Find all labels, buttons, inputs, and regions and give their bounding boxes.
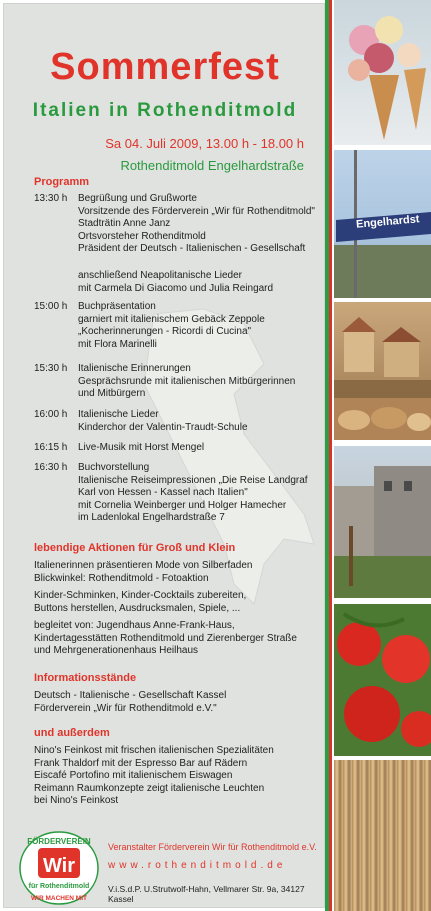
also-heading: und außerdem [34,727,110,739]
actions-line: Kinder-Schminken, Kinder-Cocktails zubereiten, [34,590,247,601]
info-line: Deutsch - Italienische - Gesellschaft Kassel [34,690,227,701]
program-line: „Kocherinnerungen - Ricordi di Cucina" [78,326,252,337]
program-time: 16:15 h [34,442,68,453]
footer-visdp: V.i.S.d.P. U.Strutwolf-Hahn, Vellmarer Str. 9a, 34127 Kassel [108,884,305,904]
actions-text [34,560,324,658]
photo-ice-cream [334,0,431,145]
event-title: Sommerfest [50,46,280,88]
logo-sub-text: für Rothenditmold [28,883,90,890]
event-date: Sa 04. Juli 2009, 13.00 h - 18.00 h [105,136,304,151]
info-heading: Informationsstände [34,672,137,684]
stripe-red [329,0,332,911]
also-line: bei Nino's Feinkost [34,795,119,806]
also-line: Nino's Feinkost mit frischen italienischen Spezialitäten [34,745,274,756]
street-sign-text: Engelhardst [355,213,420,231]
photo-baskets [334,398,431,440]
actions-line: Blickwinkel: Rothenditmold - Fotoaktion [34,572,209,584]
photo-street-sign [334,150,431,298]
program-line: im Ladenlokal Engelhardstraße 7 [78,512,225,523]
footer-website-link[interactable]: www.rothenditmold.de [108,860,287,871]
photo-painting [334,302,431,398]
program-time: 13:30 h [34,193,68,204]
program-heading: Programm [34,176,90,188]
program-line: garniert mit italienischem Gebäck Zeppole [78,313,265,325]
program-line: anschließend Neapolitanische Lieder [78,270,242,281]
program-line: Begrüßung und Grußworte [78,193,197,204]
logo-top-text: FÖRDERVEREIN [27,837,91,846]
program-line: Stadträtin Anne Janz [78,218,171,229]
photo-strip [334,0,431,911]
text-panel [3,3,325,908]
photo-houses [334,446,431,598]
program-line: Buchpräsentation [78,301,156,312]
program-line: Präsident der Deutsch - Italienischen - Gesellschaft [78,243,306,254]
program-line: mit Flora Marinelli [78,338,157,350]
actions-line: und Mehrgenerationenhaus Heilhaus [34,645,199,656]
program-line: Vorsitzende des Förderverein „Wir für Rothenditmold" [78,205,315,217]
actions-line: Italienerinnen präsentieren Mode von Silberfaden [34,560,253,571]
also-line: Eiscafé Portofino mit italienischem Eiswagen [34,770,233,781]
program-line: Karl von Hessen - Kassel nach Italien" [78,487,248,498]
program-time: 15:30 h [34,363,68,374]
footer-organizer: Veranstalter Förderverein Wir für Rothenditmold e.V. [108,842,317,852]
also-line: Reimann Raumkonzepte zeigt italienische Leuchten [34,782,265,794]
program-line: Italienische Erinnerungen [78,363,191,374]
program-line: Ortsvorsteher Rothenditmold [78,230,206,242]
event-subtitle: Italien in Rothenditmold [32,100,298,121]
actions-line: begleitet von: Jugendhaus Anne-Frank-Haus, [34,620,235,631]
program-line: Gesprächsrunde mit italienischen Mitbürgerinnen [78,375,296,387]
event-place: Rothenditmold Engelhardstraße [120,158,304,173]
logo-center-text: Wir [42,855,76,877]
program-line: Italienische Reiseimpressionen „Die Reise Landgraf [78,474,308,486]
program-line: Live-Musik mit Horst Mengel [78,442,205,453]
info-line: Förderverein „Wir für Rothenditmold e.V." [34,702,217,714]
program-line: mit Carmela Di Giacomo und Julia Reingard [78,282,274,294]
actions-line: Buttons herstellen, Ausdrucksmalen, Spiele, ... [34,602,241,614]
photo-bead-curtain [334,760,431,911]
photo-tomatoes [334,604,431,756]
info-text [34,690,324,715]
logo-bottom-text: WIR MACHEN MIT [31,895,87,902]
program-time: 16:00 h [34,409,68,420]
also-line: Frank Thaldorf mit der Espresso Bar auf Rädern [34,757,248,769]
also-text [34,745,324,808]
actions-heading: lebendige Aktionen für Groß und Klein [34,542,236,554]
program-line: Italienische Lieder [78,409,159,420]
foerderverein-logo [18,830,100,906]
program-line: mit Cornelia Weinberger und Holger Hamecher [78,499,287,511]
program-line: Kinderchor der Valentin-Traudt-Schule [78,421,248,433]
program-line: Buchvorstellung [78,462,150,473]
program-line: und Mitbürgern [78,388,146,399]
actions-line: Kindertagesstätten Rothenditmold und Zierenberger Straße [34,632,297,644]
program-time: 15:00 h [34,301,68,312]
program-time: 16:30 h [34,462,68,473]
